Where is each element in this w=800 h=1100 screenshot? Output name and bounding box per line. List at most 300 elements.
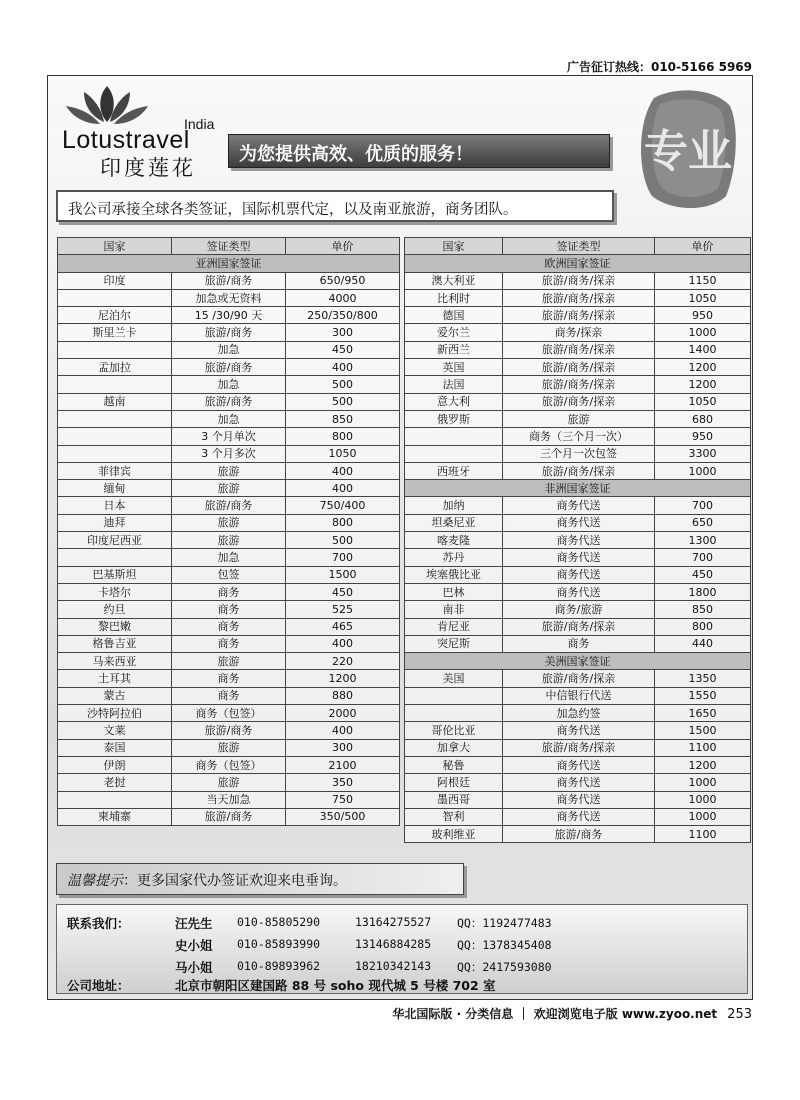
company-logo [62,82,215,180]
price-cell: 500 [286,393,400,410]
price-cell: 400 [286,480,400,497]
price-cell: 465 [286,618,400,635]
table-row [58,497,400,514]
country-cell: 巴林 [405,583,503,600]
table-row [405,272,751,289]
table-row [58,514,400,531]
price-cell: 750/400 [286,497,400,514]
tip-banner [56,863,464,895]
price-cell: 1500 [286,566,400,583]
price-cell: 1200 [286,670,400,687]
column-header-price: 单价 [286,238,400,255]
visa-type-cell: 旅游 [172,653,286,670]
visa-type-cell: 加急 [172,341,286,358]
country-cell [405,445,503,462]
visa-type-cell: 加急约签 [503,705,655,722]
visa-type-cell: 商务代送 [503,514,655,531]
price-cell: 300 [286,739,400,756]
country-cell: 泰国 [58,739,172,756]
country-cell: 马来西亚 [58,653,172,670]
country-cell: 澳大利亚 [405,272,503,289]
table-row [405,341,751,358]
country-cell [58,341,172,358]
country-cell: 墨西哥 [405,791,503,808]
table-row [405,376,751,393]
visa-type-cell: 旅游/商务 [172,497,286,514]
country-cell: 斯里兰卡 [58,324,172,341]
price-cell: 800 [286,514,400,531]
visa-type-cell: 商务代送 [503,791,655,808]
table-row [58,722,400,739]
visa-type-cell: 包签 [172,566,286,583]
country-cell: 爱尔兰 [405,324,503,341]
country-cell: 埃塞俄比亚 [405,566,503,583]
price-cell: 450 [286,583,400,600]
table-row [405,826,751,843]
table-row [405,428,751,445]
country-cell: 缅甸 [58,480,172,497]
table-row [58,583,400,600]
price-cell: 400 [286,462,400,479]
country-cell: 秘鲁 [405,756,503,773]
country-cell: 南非 [405,601,503,618]
country-cell: 坦桑尼亚 [405,514,503,531]
price-cell: 440 [655,635,751,652]
country-cell: 俄罗斯 [405,410,503,427]
section-header-row [405,480,751,497]
table-row [405,722,751,739]
table-row [58,635,400,652]
table-row [405,497,751,514]
table-row [405,791,751,808]
country-cell: 英国 [405,359,503,376]
price-cell: 1050 [655,289,751,306]
country-cell: 菲律宾 [58,462,172,479]
price-cell: 350/500 [286,808,400,825]
price-cell: 850 [286,410,400,427]
slogan-banner: 为您提供高效、优质的服务！ [228,134,610,168]
table-row [58,670,400,687]
price-cell: 800 [286,428,400,445]
table-row [58,532,400,549]
country-cell: 哥伦比亚 [405,722,503,739]
visa-type-cell: 旅游/商务/探亲 [503,289,655,306]
table-row [58,410,400,427]
price-cell: 500 [286,376,400,393]
price-cell: 1550 [655,687,751,704]
country-cell: 尼泊尔 [58,307,172,324]
country-cell: 玻利维亚 [405,826,503,843]
table-row [405,601,751,618]
table-row [58,393,400,410]
ad-hotline: 广告征订热线：010-5166 5969 [566,60,752,74]
visa-type-cell: 商务代送 [503,549,655,566]
visa-type-cell: 旅游/商务/探亲 [503,670,655,687]
table-row [58,480,400,497]
contact-qq[interactable]: QQ：1192477483 [457,916,552,930]
price-cell: 1000 [655,808,751,825]
contact-panel [56,904,748,994]
table-row [405,774,751,791]
table-row [58,791,400,808]
country-cell: 西班牙 [405,462,503,479]
table-row [58,376,400,393]
column-header-country: 国家 [405,238,503,255]
table-row [58,549,400,566]
country-cell: 沙特阿拉伯 [58,705,172,722]
contact-qq[interactable]: QQ：1378345408 [457,938,552,952]
price-cell: 680 [655,410,751,427]
table-row [405,393,751,410]
table-row [405,445,751,462]
price-cell: 1200 [655,376,751,393]
table-row [58,618,400,635]
stamp-text: 专业 [644,126,732,177]
logo-chinese-name: 印度莲花 [100,156,196,180]
price-cell: 400 [286,635,400,652]
price-cell: 4000 [286,289,400,306]
table-row [405,532,751,549]
country-cell: 格鲁吉亚 [58,635,172,652]
table-row [58,307,400,324]
region-section-title: 欧洲国家签证 [405,255,751,272]
price-cell: 1050 [655,393,751,410]
country-cell [405,687,503,704]
visa-type-cell: 加急 [172,376,286,393]
country-cell: 黎巴嫩 [58,618,172,635]
table-row [405,324,751,341]
visa-type-cell: 15 /30/90 天 [172,307,286,324]
country-cell [58,289,172,306]
price-cell: 650 [655,514,751,531]
table-row [58,272,400,289]
visa-type-cell: 旅游/商务 [172,359,286,376]
price-cell: 1200 [655,359,751,376]
table-row [405,462,751,479]
price-cell: 950 [655,428,751,445]
logo-english-name: Lotustravel [62,126,190,154]
visa-type-cell: 当天加急 [172,791,286,808]
visa-type-cell: 旅游/商务/探亲 [503,393,655,410]
visa-type-cell: 商务（包签） [172,756,286,773]
price-cell: 300 [286,324,400,341]
country-cell: 柬埔寨 [58,808,172,825]
visa-type-cell: 商务代送 [503,497,655,514]
table-row [405,549,751,566]
visa-type-cell: 商务代送 [503,583,655,600]
price-cell: 1000 [655,774,751,791]
price-cell: 1800 [655,583,751,600]
price-cell: 1500 [655,722,751,739]
visa-type-cell: 商务 [172,670,286,687]
contact-qq[interactable]: QQ：2417593080 [457,960,552,974]
table-row [58,324,400,341]
visa-type-cell: 中信银行代送 [503,687,655,704]
business-intro: 我公司承接全球各类签证，国际机票代定，以及南亚旅游，商务团队。 [56,190,614,222]
price-cell: 1100 [655,826,751,843]
visa-type-cell: 旅游 [172,739,286,756]
table-row [58,462,400,479]
price-cell: 1000 [655,791,751,808]
visa-type-cell: 三个月一次包签 [503,445,655,462]
price-cell: 700 [655,549,751,566]
table-row [405,410,751,427]
country-cell: 卡塔尔 [58,583,172,600]
column-header-price: 单价 [655,238,751,255]
price-cell: 1400 [655,341,751,358]
price-cell: 850 [655,601,751,618]
country-cell: 突尼斯 [405,635,503,652]
country-cell [58,445,172,462]
price-cell: 500 [286,532,400,549]
table-row [405,359,751,376]
country-cell: 印度尼西亚 [58,532,172,549]
contact-phone[interactable]: 010-85893990 [237,937,321,951]
visa-type-cell: 旅游/商务/探亲 [503,272,655,289]
price-cell: 450 [286,341,400,358]
visa-type-cell: 3 个月单次 [172,428,286,445]
tip-label: 温馨提示 [67,873,123,889]
visa-type-cell: 商务 [503,635,655,652]
price-cell: 250/350/800 [286,307,400,324]
price-cell: 2100 [286,756,400,773]
company-address: 北京市朝阳区建国路 88 号 soho 现代城 5 号楼 702 室 [175,978,496,993]
visa-type-cell: 旅游/商务 [172,324,286,341]
table-row [58,428,400,445]
price-cell: 1000 [655,324,751,341]
country-cell: 印度 [58,272,172,289]
table-row [405,583,751,600]
price-cell: 1650 [655,705,751,722]
price-cell: 450 [655,566,751,583]
price-cell: 220 [286,653,400,670]
column-header-visa-type: 签证类型 [503,238,655,255]
country-cell [58,549,172,566]
footer-text: 华北国际版 · 分类信息 ｜ 欢迎浏览电子版 www.zyoo.net [392,1007,718,1021]
table-row [58,808,400,825]
table-row [58,566,400,583]
table-row [405,687,751,704]
table-row [405,514,751,531]
visa-type-cell: 商务代送 [503,566,655,583]
country-cell [58,791,172,808]
visa-price-table-right [404,237,751,843]
contact-name: 汪先生 [175,916,213,931]
table-row [58,756,400,773]
price-cell: 1350 [655,670,751,687]
visa-type-cell: 旅游/商务/探亲 [503,341,655,358]
visa-type-cell: 旅游 [503,410,655,427]
visa-type-cell: 旅游 [172,514,286,531]
country-cell: 比利时 [405,289,503,306]
country-cell: 越南 [58,393,172,410]
contact-label: 联系我们： [67,916,130,931]
country-cell: 老挝 [58,774,172,791]
country-cell: 肯尼亚 [405,618,503,635]
visa-type-cell: 旅游/商务/探亲 [503,462,655,479]
country-cell: 智利 [405,808,503,825]
address-label: 公司地址： [67,978,130,993]
visa-type-cell: 商务/探亲 [503,324,655,341]
section-header-row [58,255,400,272]
contact-name: 马小姐 [175,960,213,975]
country-cell: 法国 [405,376,503,393]
tip-text: ：更多国家代办签证欢迎来电垂询。 [123,873,347,889]
country-cell: 德国 [405,307,503,324]
table-row [58,687,400,704]
table-row [405,566,751,583]
visa-type-cell: 旅游/商务/探亲 [503,739,655,756]
country-cell [405,428,503,445]
table-row [58,341,400,358]
table-row [58,359,400,376]
contact-phone[interactable]: 010-89893962 [237,959,321,973]
country-cell: 加拿大 [405,739,503,756]
contact-mobile[interactable]: 13146884285 [355,937,432,951]
country-cell: 巴基斯坦 [58,566,172,583]
visa-type-cell: 旅游 [172,462,286,479]
price-cell: 1050 [286,445,400,462]
table-row [58,774,400,791]
visa-type-cell: 商务代送 [503,756,655,773]
country-cell [58,376,172,393]
contact-name: 史小姐 [175,938,213,953]
price-cell: 700 [286,549,400,566]
visa-type-cell: 3 个月多次 [172,445,286,462]
lotus-icon [62,82,152,128]
logo-india-text: India [184,116,215,132]
visa-type-cell: 商务 [172,635,286,652]
price-cell: 1150 [655,272,751,289]
page-footer [392,1005,752,1022]
table-row [405,808,751,825]
country-cell: 美国 [405,670,503,687]
visa-type-cell: 旅游 [172,480,286,497]
price-cell: 2000 [286,705,400,722]
visa-type-cell: 加急或无资料 [172,289,286,306]
price-cell: 800 [655,618,751,635]
table-row [58,653,400,670]
visa-type-cell: 旅游/商务 [172,722,286,739]
country-cell: 土耳其 [58,670,172,687]
price-cell: 400 [286,359,400,376]
visa-type-cell: 旅游/商务/探亲 [503,307,655,324]
visa-type-cell: 商务（三个月一次） [503,428,655,445]
country-cell: 意大利 [405,393,503,410]
table-row [58,289,400,306]
visa-type-cell: 旅游 [172,532,286,549]
visa-type-cell: 商务 [172,601,286,618]
table-row [405,739,751,756]
country-cell: 孟加拉 [58,359,172,376]
price-cell: 1100 [655,739,751,756]
price-cell: 525 [286,601,400,618]
price-cell: 750 [286,791,400,808]
visa-type-cell: 商务代送 [503,532,655,549]
table-row [405,618,751,635]
country-cell [405,705,503,722]
visa-type-cell: 商务（包签） [172,705,286,722]
table-row [405,670,751,687]
price-cell: 1200 [655,756,751,773]
visa-type-cell: 旅游 [172,774,286,791]
visa-type-cell: 商务 [172,583,286,600]
country-cell: 苏丹 [405,549,503,566]
price-cell: 700 [655,497,751,514]
visa-type-cell: 商务代送 [503,808,655,825]
section-header-row [405,255,751,272]
section-header-row [405,653,751,670]
visa-type-cell: 商务代送 [503,774,655,791]
visa-price-table-left [57,237,400,826]
visa-type-cell: 旅游/商务/探亲 [503,376,655,393]
visa-type-cell: 旅游/商务 [503,826,655,843]
column-header-country: 国家 [58,238,172,255]
page-number: 253 [727,1007,752,1022]
table-row [58,739,400,756]
visa-type-cell: 商务 [172,687,286,704]
country-cell: 蒙古 [58,687,172,704]
table-row [58,445,400,462]
stamp-badge [636,84,740,214]
country-cell: 喀麦隆 [405,532,503,549]
visa-type-cell: 旅游/商务 [172,393,286,410]
contact-mobile[interactable]: 13164275527 [355,915,432,929]
contact-phone[interactable]: 010-85805290 [237,915,321,929]
column-header-visa-type: 签证类型 [172,238,286,255]
price-cell: 350 [286,774,400,791]
country-cell: 阿根廷 [405,774,503,791]
country-cell: 加纳 [405,497,503,514]
visa-type-cell: 旅游/商务 [172,272,286,289]
country-cell: 日本 [58,497,172,514]
visa-type-cell: 商务代送 [503,722,655,739]
visa-type-cell: 商务/旅游 [503,601,655,618]
price-cell: 1300 [655,532,751,549]
price-cell: 3300 [655,445,751,462]
table-row [405,307,751,324]
price-cell: 880 [286,687,400,704]
table-row [405,705,751,722]
country-cell: 文莱 [58,722,172,739]
price-cell: 650/950 [286,272,400,289]
table-row [405,635,751,652]
region-section-title: 亚洲国家签证 [58,255,400,272]
country-cell: 新西兰 [405,341,503,358]
visa-type-cell: 旅游/商务/探亲 [503,359,655,376]
country-cell [58,428,172,445]
country-cell: 迪拜 [58,514,172,531]
visa-type-cell: 加急 [172,410,286,427]
region-section-title: 非洲国家签证 [405,480,751,497]
price-cell: 400 [286,722,400,739]
ad-frame [47,75,753,1000]
table-row [58,705,400,722]
visa-type-cell: 旅游/商务/探亲 [503,618,655,635]
contact-mobile[interactable]: 18210342143 [355,959,432,973]
visa-type-cell: 商务 [172,618,286,635]
table-row [58,601,400,618]
country-cell: 约旦 [58,601,172,618]
table-row [405,289,751,306]
table-row [405,756,751,773]
country-cell: 伊朗 [58,756,172,773]
visa-type-cell: 加急 [172,549,286,566]
price-cell: 950 [655,307,751,324]
price-cell: 1000 [655,462,751,479]
region-section-title: 美洲国家签证 [405,653,751,670]
country-cell [58,410,172,427]
